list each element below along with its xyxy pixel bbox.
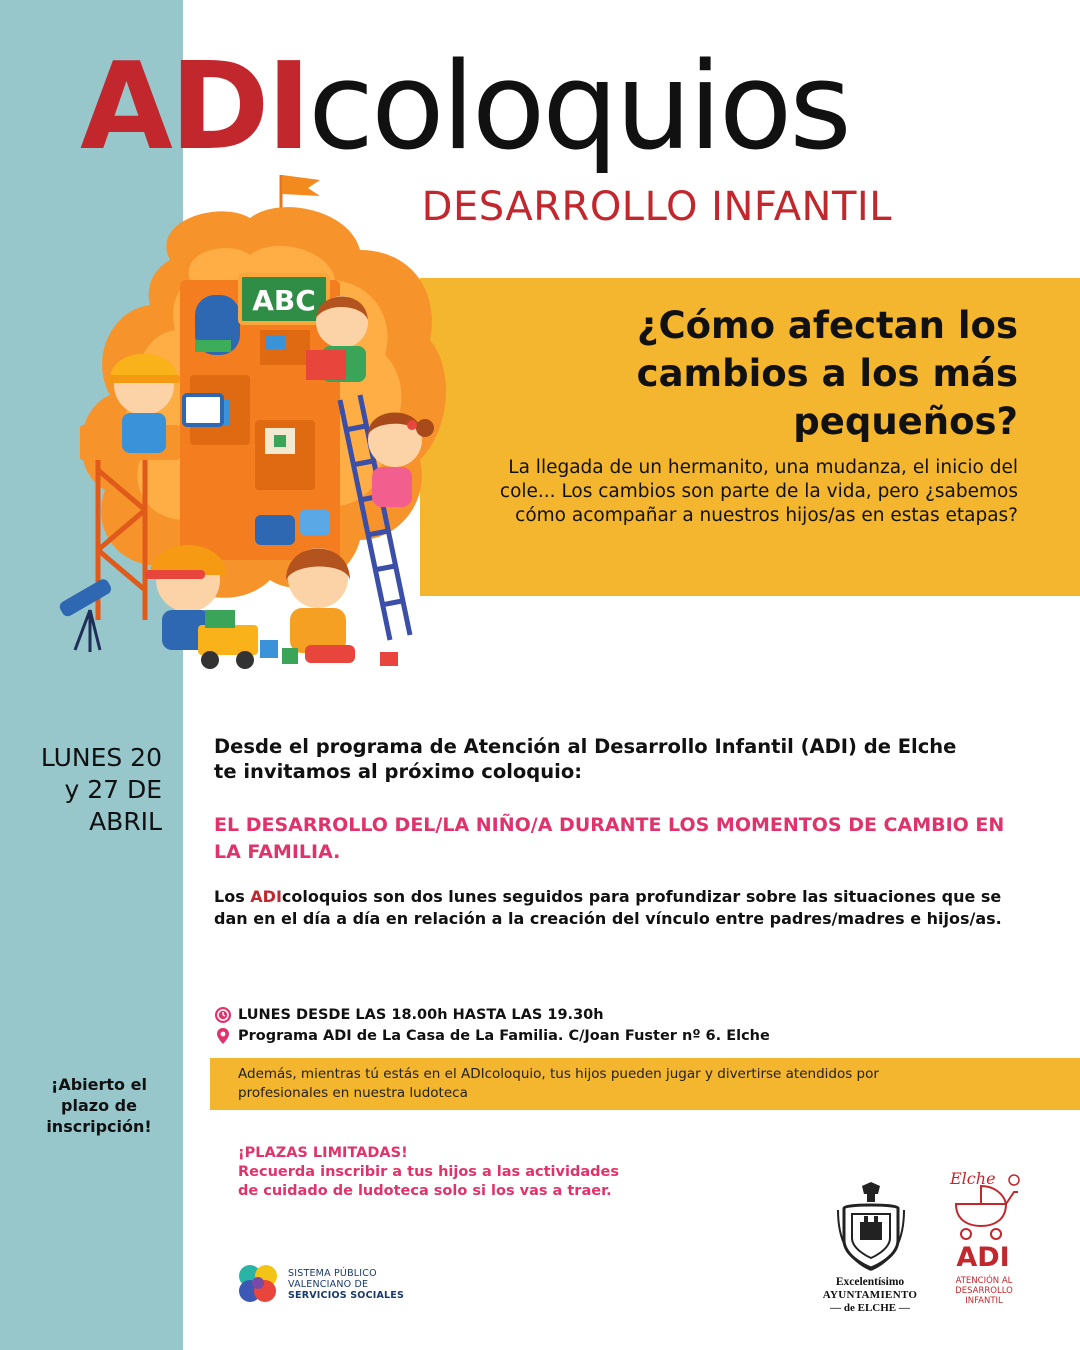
colloquium-topic: [214, 812, 1014, 866]
event-date: [20, 742, 162, 838]
svg-text:Elche: Elche: [950, 1169, 996, 1188]
intro-line: La llegada de un hermanito, una mudanza, el inicio del: [508, 457, 1018, 478]
ludoteca-line: profesionales en nuestra ludoteca: [238, 1085, 468, 1101]
location-pin-icon: [214, 1027, 232, 1045]
ssv-line: VALENCIANO DE: [288, 1279, 369, 1290]
poster-subtitle: DESARROLLO INFANTIL: [421, 184, 892, 230]
desc-rest: coloquios son dos lunes seguidos para profundizar sobre las situaciones que se dan en el día a día en relación a la creación del vínculo entre padres/madres e hijos/as.: [214, 887, 1002, 928]
adi-sub-line: ATENCIÓN AL: [955, 1276, 1013, 1286]
question-line: cambios a los más: [636, 352, 1018, 395]
ayto-line: — de ELCHE —: [830, 1302, 910, 1314]
limited-line: ¡PLAZAS LIMITADAS!: [238, 1145, 408, 1161]
clock-icon: [214, 1006, 232, 1024]
schedule-text: LUNES DESDE LAS 18.00h HASTA LAS 19.30h: [238, 1007, 604, 1023]
invite-text: [214, 734, 1014, 784]
open-line: plazo de: [61, 1096, 137, 1115]
schedule-row: [214, 1006, 604, 1024]
children-brain-house-illustration: [50, 170, 460, 690]
title-coloquios: coloquios: [308, 38, 849, 177]
open-line: inscripción!: [46, 1117, 152, 1136]
date-line: y 27 DE: [64, 775, 162, 804]
desc-adi-word: ADI: [250, 887, 282, 906]
date-line: LUNES 20: [40, 743, 162, 772]
date-line: ABRIL: [89, 807, 162, 836]
ludoteca-line: Además, mientras tú estás en el ADIcoloquio, tus hijos pueden jugar y divertirse atendidos por: [238, 1066, 879, 1082]
registration-open-note: [14, 1074, 184, 1137]
poster-title: [80, 38, 849, 177]
adi-sub-line: DESARROLLO: [955, 1286, 1013, 1296]
adi-sub-line: INFANTIL: [965, 1296, 1003, 1306]
intro-line: cole... Los cambios son parte de la vida, pero ¿sabemos: [499, 481, 1018, 502]
ayuntamiento-logo-text: [808, 1276, 932, 1315]
location-row: [214, 1027, 770, 1045]
invite-line: Desde el programa de Atención al Desarrollo Infantil (ADI) de Elche: [214, 735, 957, 758]
question-line: ¿Cómo afectan los: [637, 304, 1018, 347]
limited-line: de cuidado de ludoteca solo si los vas a traer.: [238, 1183, 612, 1199]
ssv-logo-text: [288, 1268, 404, 1301]
hero-question: [498, 302, 1018, 446]
ssv-line: SERVICIOS SOCIALES: [288, 1290, 405, 1301]
open-line: ¡Abierto el: [51, 1075, 147, 1094]
title-adi: ADI: [80, 38, 309, 177]
limited-places-note: [238, 1144, 698, 1201]
location-text: Programa ADI de La Casa de La Familia. C/Joan Fuster nº 6. Elche: [238, 1028, 770, 1044]
hero-intro: [438, 456, 1018, 528]
city-seal-icon: [834, 1180, 908, 1272]
adi-logo-subtext: [930, 1276, 1038, 1306]
adi-logo-text: ADI: [956, 1242, 1010, 1273]
invite-line: te invitamos al próximo coloquio:: [214, 760, 583, 783]
topic-line: LA FAMILIA.: [214, 841, 341, 863]
abc-sign: ABC: [252, 284, 316, 317]
ssv-logo-icon: [236, 1262, 280, 1306]
ssv-line: SISTEMA PÚBLICO: [288, 1268, 377, 1279]
stroller-icon: [944, 1164, 1024, 1244]
limited-line: Recuerda inscribir a tus hijos a las actividades: [238, 1164, 619, 1180]
question-line: pequeños?: [793, 400, 1018, 443]
colloquium-description: [214, 886, 1024, 930]
topic-line: EL DESARROLLO DEL/LA NIÑO/A DURANTE LOS MOMENTOS DE CAMBIO EN: [214, 814, 1005, 836]
ayto-line: AYUNTAMIENTO: [822, 1289, 918, 1301]
desc-prefix: Los: [214, 887, 251, 906]
ayto-line: Excelentísimo: [835, 1276, 905, 1288]
intro-line: cómo acompañar a nuestros hijos/as en estas etapas?: [515, 505, 1018, 526]
ludoteca-text: [238, 1065, 998, 1103]
